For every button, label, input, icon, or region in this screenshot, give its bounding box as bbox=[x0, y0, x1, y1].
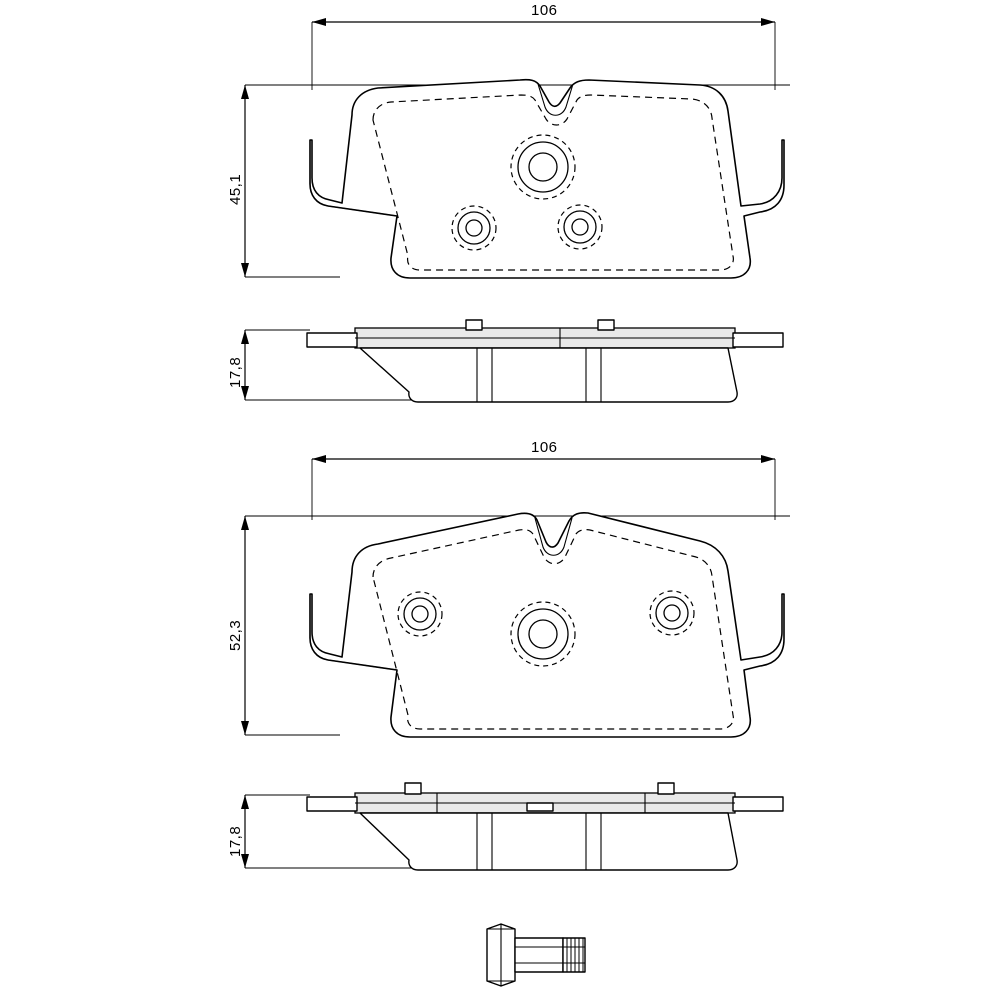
dimension-label-upper-width: 106 bbox=[531, 2, 558, 19]
dimension-lower-height bbox=[241, 516, 340, 735]
dimension-upper-width bbox=[290, 18, 790, 90]
dimension-upper-height bbox=[241, 85, 340, 277]
lower-pad-side-view bbox=[241, 783, 783, 870]
dimension-label-lower-height: 52,3 bbox=[227, 619, 244, 651]
upper-pad-front-view bbox=[310, 80, 784, 278]
dimension-label-upper-height: 45,1 bbox=[227, 173, 244, 205]
dimension-label-lower-width: 106 bbox=[531, 439, 558, 456]
dimension-label-lower-thickness: 17,8 bbox=[227, 825, 244, 857]
upper-pad-side-view bbox=[241, 320, 783, 402]
dimension-label-upper-thickness: 17,8 bbox=[227, 356, 244, 388]
dimension-lower-width bbox=[290, 455, 790, 520]
mounting-bolt bbox=[487, 924, 585, 986]
lower-pad-front-view bbox=[310, 513, 784, 737]
